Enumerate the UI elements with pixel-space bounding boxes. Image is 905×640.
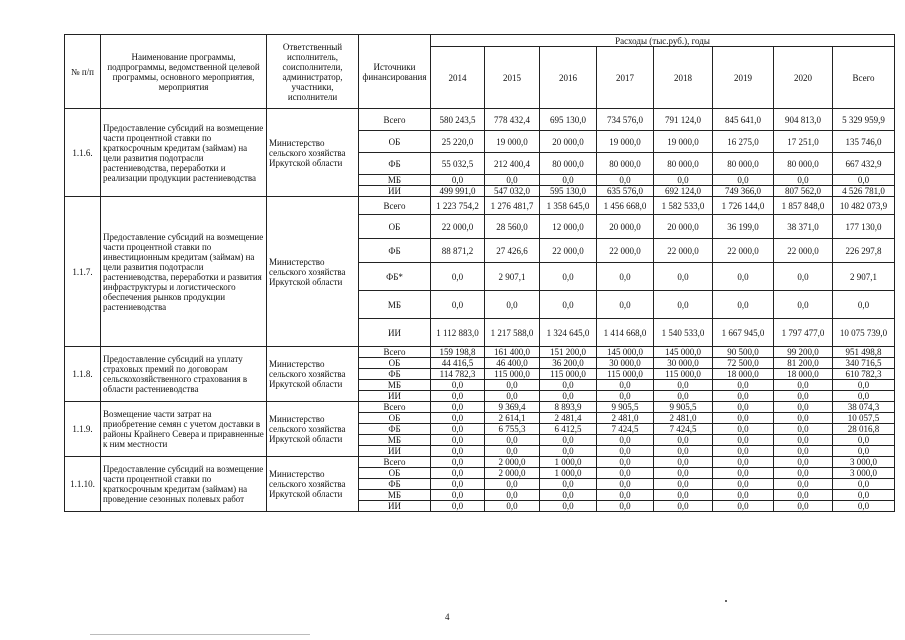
- expense-value: 0,0: [833, 391, 895, 402]
- expense-value: 99 200,0: [774, 347, 833, 358]
- expense-value: 807 562,0: [774, 186, 833, 197]
- expense-value: 0,0: [654, 468, 713, 479]
- funding-source: ФБ: [359, 239, 431, 263]
- expense-value: 1 000,0: [540, 457, 597, 468]
- expense-value: 2 907,1: [833, 263, 895, 291]
- expense-value: 0,0: [540, 479, 597, 490]
- row-code: 1.1.6.: [65, 109, 101, 197]
- expense-value: 36 200,0: [540, 358, 597, 369]
- expense-value: 0,0: [713, 175, 774, 186]
- expense-value: 0,0: [431, 501, 485, 512]
- funding-source: ФБ: [359, 369, 431, 380]
- expense-value: 0,0: [774, 263, 833, 291]
- expense-value: 0,0: [713, 391, 774, 402]
- expense-value: 0,0: [485, 291, 540, 319]
- expense-value: 580 243,5: [431, 109, 485, 131]
- expense-value: 595 130,0: [540, 186, 597, 197]
- expense-value: 0,0: [431, 263, 485, 291]
- expense-value: 0,0: [431, 446, 485, 457]
- expense-value: 88 871,2: [431, 239, 485, 263]
- header-name: Наименование программы, подпрограммы, ведомственной целевой программы, основного мероприятия, мероприятия: [101, 35, 267, 109]
- expense-value: 0,0: [597, 457, 654, 468]
- expense-value: 212 400,4: [485, 153, 540, 175]
- expense-value: 16 275,0: [713, 131, 774, 153]
- expense-value: 3 000,0: [833, 457, 895, 468]
- expense-value: 951 498,8: [833, 347, 895, 358]
- expense-value: 0,0: [774, 402, 833, 413]
- expense-value: 135 746,0: [833, 131, 895, 153]
- expense-value: 0,0: [774, 291, 833, 319]
- expense-value: 22 000,0: [654, 239, 713, 263]
- expense-value: 0,0: [431, 413, 485, 424]
- expense-value: 22 000,0: [713, 239, 774, 263]
- expense-value: 1 217 588,0: [485, 319, 540, 347]
- expense-value: 0,0: [774, 391, 833, 402]
- expense-value: 1 223 754,2: [431, 197, 485, 215]
- program-name: Предоставление субсидий на уплату страховых премий по договорам сельскохозяйственного страхования в области растениеводства: [101, 347, 267, 402]
- expense-value: 0,0: [833, 446, 895, 457]
- expense-value: 44 416,5: [431, 358, 485, 369]
- header-year: 2015: [485, 47, 540, 109]
- funding-source: ФБ: [359, 479, 431, 490]
- expense-value: 0,0: [774, 424, 833, 435]
- expense-value: 499 991,0: [431, 186, 485, 197]
- expense-value: 0,0: [654, 490, 713, 501]
- expense-value: 9 905,5: [654, 402, 713, 413]
- expense-value: 0,0: [485, 175, 540, 186]
- table-row: [65, 402, 895, 413]
- expense-value: 904 813,0: [774, 109, 833, 131]
- funding-source: МБ: [359, 435, 431, 446]
- funding-source: ИИ: [359, 446, 431, 457]
- funding-source: ОБ: [359, 131, 431, 153]
- row-code: 1.1.7.: [65, 197, 101, 347]
- expense-value: 1 276 481,7: [485, 197, 540, 215]
- expense-value: 0,0: [713, 446, 774, 457]
- responsible-executor: Министерство сельского хозяйства Иркутской области: [267, 197, 359, 347]
- expense-value: 20 000,0: [540, 131, 597, 153]
- expense-value: 1 797 477,0: [774, 319, 833, 347]
- expense-value: 6 412,5: [540, 424, 597, 435]
- expense-value: 115 000,0: [654, 369, 713, 380]
- expense-value: 0,0: [654, 479, 713, 490]
- header-year: Всего: [833, 47, 895, 109]
- expense-value: 18 000,0: [774, 369, 833, 380]
- expense-value: 0,0: [540, 175, 597, 186]
- expense-value: 0,0: [485, 446, 540, 457]
- expense-value: 0,0: [540, 291, 597, 319]
- expense-value: 0,0: [713, 457, 774, 468]
- expense-value: 0,0: [774, 435, 833, 446]
- expense-value: 0,0: [597, 291, 654, 319]
- expense-value: 734 576,0: [597, 109, 654, 131]
- expense-value: 340 716,5: [833, 358, 895, 369]
- responsible-executor: Министерство сельского хозяйства Иркутской области: [267, 402, 359, 457]
- expense-value: 80 000,0: [774, 153, 833, 175]
- expense-value: 0,0: [654, 380, 713, 391]
- expense-value: 0,0: [833, 479, 895, 490]
- header-expenses: Расходы (тыс.руб.), годы: [431, 35, 895, 47]
- expense-value: 55 032,5: [431, 153, 485, 175]
- expense-value: 1 582 533,0: [654, 197, 713, 215]
- scan-speck: [725, 600, 727, 602]
- expense-value: 8 893,9: [540, 402, 597, 413]
- expense-value: 0,0: [597, 479, 654, 490]
- expense-value: 0,0: [833, 175, 895, 186]
- expense-value: 0,0: [431, 402, 485, 413]
- funding-source: Всего: [359, 197, 431, 215]
- expense-value: 0,0: [431, 424, 485, 435]
- expense-value: 115 000,0: [485, 369, 540, 380]
- program-name: Предоставление субсидий на возмещение части процентной ставки по краткосрочным кредитам (займам) на проведение сезонных полевых работ: [101, 457, 267, 512]
- expense-value: 0,0: [713, 291, 774, 319]
- expense-value: 0,0: [713, 435, 774, 446]
- row-code: 1.1.10.: [65, 457, 101, 512]
- expense-value: 0,0: [540, 380, 597, 391]
- expense-value: 1 456 668,0: [597, 197, 654, 215]
- funding-source: Всего: [359, 402, 431, 413]
- expense-value: 1 358 645,0: [540, 197, 597, 215]
- expense-value: 46 400,0: [485, 358, 540, 369]
- expense-value: 0,0: [485, 490, 540, 501]
- expense-value: 0,0: [540, 391, 597, 402]
- expense-value: 161 400,0: [485, 347, 540, 358]
- funding-source: ФБ: [359, 424, 431, 435]
- expense-value: 1 414 668,0: [597, 319, 654, 347]
- expense-value: 0,0: [597, 468, 654, 479]
- header-num: № п/п: [65, 35, 101, 109]
- expense-value: 226 297,8: [833, 239, 895, 263]
- expense-value: 3 000,0: [833, 468, 895, 479]
- expense-value: 0,0: [774, 479, 833, 490]
- expense-value: 0,0: [833, 380, 895, 391]
- expense-value: 27 426,6: [485, 239, 540, 263]
- expense-value: 0,0: [654, 175, 713, 186]
- expense-value: 10 482 073,9: [833, 197, 895, 215]
- expense-value: 80 000,0: [540, 153, 597, 175]
- expense-value: 19 000,0: [597, 131, 654, 153]
- header-responsible: Ответственный исполнитель, соисполнители, администратор, участники, исполнители: [267, 35, 359, 109]
- expense-value: 6 755,3: [485, 424, 540, 435]
- header-year: 2014: [431, 47, 485, 109]
- expense-value: 0,0: [713, 263, 774, 291]
- expense-value: 159 198,8: [431, 347, 485, 358]
- expense-value: 30 000,0: [597, 358, 654, 369]
- expense-value: 0,0: [540, 490, 597, 501]
- expense-value: 115 000,0: [540, 369, 597, 380]
- expense-value: 0,0: [713, 468, 774, 479]
- expense-value: 0,0: [833, 291, 895, 319]
- expense-value: 9 905,5: [597, 402, 654, 413]
- expense-value: 1 324 645,0: [540, 319, 597, 347]
- expense-value: 2 481,4: [540, 413, 597, 424]
- expense-value: 0,0: [713, 380, 774, 391]
- expense-value: 0,0: [654, 435, 713, 446]
- funding-source: МБ: [359, 291, 431, 319]
- expense-value: 0,0: [654, 391, 713, 402]
- expense-value: 0,0: [540, 435, 597, 446]
- program-name: Возмещение части затрат на приобретение семян с учетом доставки в районы Крайнего Севера и приравненные к ним местности: [101, 402, 267, 457]
- expense-value: 0,0: [431, 435, 485, 446]
- responsible-executor: Министерство сельского хозяйства Иркутской области: [267, 109, 359, 197]
- program-name: Предоставление субсидий на возмещение части процентной ставки по краткосрочным кредитам (займам) на цели развития подотрасли растениеводства, переработки и реализации продукции растениеводства: [101, 109, 267, 197]
- table-row: [65, 457, 895, 468]
- expense-value: 22 000,0: [597, 239, 654, 263]
- expense-value: 0,0: [597, 490, 654, 501]
- expense-value: 0,0: [597, 391, 654, 402]
- expense-value: 1 667 945,0: [713, 319, 774, 347]
- expense-value: 80 000,0: [597, 153, 654, 175]
- expense-value: 692 124,0: [654, 186, 713, 197]
- expense-value: 0,0: [713, 424, 774, 435]
- expense-value: 5 329 959,9: [833, 109, 895, 131]
- header-year: 2018: [654, 47, 713, 109]
- expense-value: 791 124,0: [654, 109, 713, 131]
- expense-value: 145 000,0: [597, 347, 654, 358]
- table-row: [65, 347, 895, 358]
- expense-value: 7 424,5: [597, 424, 654, 435]
- expense-value: 0,0: [774, 457, 833, 468]
- expense-value: 20 000,0: [597, 215, 654, 239]
- funding-source: ИИ: [359, 501, 431, 512]
- expense-value: 10 057,5: [833, 413, 895, 424]
- expense-value: 0,0: [774, 413, 833, 424]
- row-code: 1.1.8.: [65, 347, 101, 402]
- funding-source: МБ: [359, 175, 431, 186]
- expense-value: 0,0: [833, 490, 895, 501]
- funding-source: Всего: [359, 109, 431, 131]
- expense-value: 0,0: [774, 380, 833, 391]
- expense-value: 0,0: [597, 380, 654, 391]
- expense-value: 28 560,0: [485, 215, 540, 239]
- expense-value: 749 366,0: [713, 186, 774, 197]
- expense-value: 667 432,9: [833, 153, 895, 175]
- expense-value: 81 200,0: [774, 358, 833, 369]
- expense-value: 19 000,0: [485, 131, 540, 153]
- funding-source: МБ: [359, 490, 431, 501]
- expense-value: 2 614,1: [485, 413, 540, 424]
- expense-value: 25 220,0: [431, 131, 485, 153]
- expense-value: 0,0: [713, 402, 774, 413]
- expense-value: 2 000,0: [485, 468, 540, 479]
- expense-value: 0,0: [485, 380, 540, 391]
- header-year: 2020: [774, 47, 833, 109]
- table-row: [65, 197, 895, 215]
- funding-source: ОБ: [359, 468, 431, 479]
- funding-source: ИИ: [359, 319, 431, 347]
- expense-value: 115 000,0: [597, 369, 654, 380]
- expense-value: 0,0: [774, 468, 833, 479]
- funding-source: ФБ: [359, 153, 431, 175]
- expense-value: 635 576,0: [597, 186, 654, 197]
- expense-value: 2 481,0: [654, 413, 713, 424]
- expense-value: 38 074,3: [833, 402, 895, 413]
- expense-value: 7 424,5: [654, 424, 713, 435]
- expense-value: 20 000,0: [654, 215, 713, 239]
- expense-value: 0,0: [485, 435, 540, 446]
- expense-value: 177 130,0: [833, 215, 895, 239]
- expense-value: 0,0: [654, 446, 713, 457]
- funding-source: Всего: [359, 457, 431, 468]
- expense-value: 610 782,3: [833, 369, 895, 380]
- header-source: Источники финансирования: [359, 35, 431, 109]
- expense-value: 0,0: [713, 501, 774, 512]
- expense-value: 0,0: [485, 391, 540, 402]
- header-year: 2019: [713, 47, 774, 109]
- expense-value: 19 000,0: [654, 131, 713, 153]
- funding-source: ИИ: [359, 186, 431, 197]
- table-row: [65, 109, 895, 131]
- row-code: 1.1.9.: [65, 402, 101, 457]
- funding-source: ОБ: [359, 358, 431, 369]
- expense-value: 0,0: [431, 291, 485, 319]
- header-year: 2016: [540, 47, 597, 109]
- expense-value: 38 371,0: [774, 215, 833, 239]
- funding-source: ФБ*: [359, 263, 431, 291]
- expense-value: 36 199,0: [713, 215, 774, 239]
- expense-value: 0,0: [485, 479, 540, 490]
- expense-value: 18 000,0: [713, 369, 774, 380]
- expense-value: 2 000,0: [485, 457, 540, 468]
- expense-value: 28 016,8: [833, 424, 895, 435]
- expense-value: 151 200,0: [540, 347, 597, 358]
- expense-value: 80 000,0: [713, 153, 774, 175]
- expense-value: 0,0: [431, 175, 485, 186]
- expense-value: 778 432,4: [485, 109, 540, 131]
- expense-value: 0,0: [431, 380, 485, 391]
- responsible-executor: Министерство сельского хозяйства Иркутской области: [267, 457, 359, 512]
- expense-value: 0,0: [431, 391, 485, 402]
- expense-value: 0,0: [833, 435, 895, 446]
- expense-value: 0,0: [431, 490, 485, 501]
- expense-value: 695 130,0: [540, 109, 597, 131]
- funding-source: ОБ: [359, 215, 431, 239]
- header-year: 2017: [597, 47, 654, 109]
- expense-value: 90 500,0: [713, 347, 774, 358]
- funding-source: ОБ: [359, 413, 431, 424]
- expense-value: 0,0: [774, 501, 833, 512]
- expense-value: 0,0: [654, 263, 713, 291]
- expense-value: 2 481,0: [597, 413, 654, 424]
- expense-value: 0,0: [774, 175, 833, 186]
- expense-value: 1 112 883,0: [431, 319, 485, 347]
- expense-value: 0,0: [774, 446, 833, 457]
- expense-value: 0,0: [774, 490, 833, 501]
- expense-value: 0,0: [654, 501, 713, 512]
- page-number: 4: [445, 612, 450, 622]
- expense-value: 30 000,0: [654, 358, 713, 369]
- expense-value: 0,0: [833, 501, 895, 512]
- program-name: Предоставление субсидий на возмещение части процентной ставки по инвестиционным кредитам (займам) на цели развития подотрасли растениеводства, переработки и развития инфраструктуры и логистического обеспечения рынков продукции растениеводства: [101, 197, 267, 347]
- expense-value: 17 251,0: [774, 131, 833, 153]
- expense-value: 0,0: [597, 263, 654, 291]
- expense-value: 0,0: [431, 457, 485, 468]
- expense-value: 0,0: [431, 468, 485, 479]
- funding-source: МБ: [359, 380, 431, 391]
- expense-value: 145 000,0: [654, 347, 713, 358]
- expense-value: 0,0: [431, 479, 485, 490]
- expense-value: 0,0: [713, 490, 774, 501]
- expense-value: 0,0: [540, 446, 597, 457]
- expense-value: 1 540 533,0: [654, 319, 713, 347]
- expense-value: 0,0: [597, 175, 654, 186]
- expense-value: 0,0: [597, 446, 654, 457]
- expense-value: 0,0: [654, 457, 713, 468]
- expense-value: 0,0: [540, 263, 597, 291]
- expense-value: 0,0: [540, 501, 597, 512]
- expense-value: 0,0: [654, 291, 713, 319]
- funding-source: ИИ: [359, 391, 431, 402]
- funding-source: Всего: [359, 347, 431, 358]
- expense-value: 0,0: [713, 479, 774, 490]
- expense-value: 22 000,0: [431, 215, 485, 239]
- responsible-executor: Министерство сельского хозяйства Иркутской области: [267, 347, 359, 402]
- expense-value: 1 857 848,0: [774, 197, 833, 215]
- expense-value: 9 369,4: [485, 402, 540, 413]
- expense-value: 0,0: [597, 435, 654, 446]
- expense-value: 0,0: [597, 501, 654, 512]
- expense-value: 1 000,0: [540, 468, 597, 479]
- expense-value: 72 500,0: [713, 358, 774, 369]
- expense-value: 0,0: [713, 413, 774, 424]
- expense-value: 2 907,1: [485, 263, 540, 291]
- expense-value: 0,0: [485, 501, 540, 512]
- expense-value: 114 782,3: [431, 369, 485, 380]
- expense-value: 1 726 144,0: [713, 197, 774, 215]
- expense-value: 4 526 781,0: [833, 186, 895, 197]
- expense-value: 22 000,0: [774, 239, 833, 263]
- expense-value: 22 000,0: [540, 239, 597, 263]
- expense-value: 547 032,0: [485, 186, 540, 197]
- budget-table: [64, 34, 895, 512]
- expense-value: 10 075 739,0: [833, 319, 895, 347]
- expense-value: 845 641,0: [713, 109, 774, 131]
- expense-value: 80 000,0: [654, 153, 713, 175]
- scan-edge-line: [90, 634, 310, 635]
- expense-value: 12 000,0: [540, 215, 597, 239]
